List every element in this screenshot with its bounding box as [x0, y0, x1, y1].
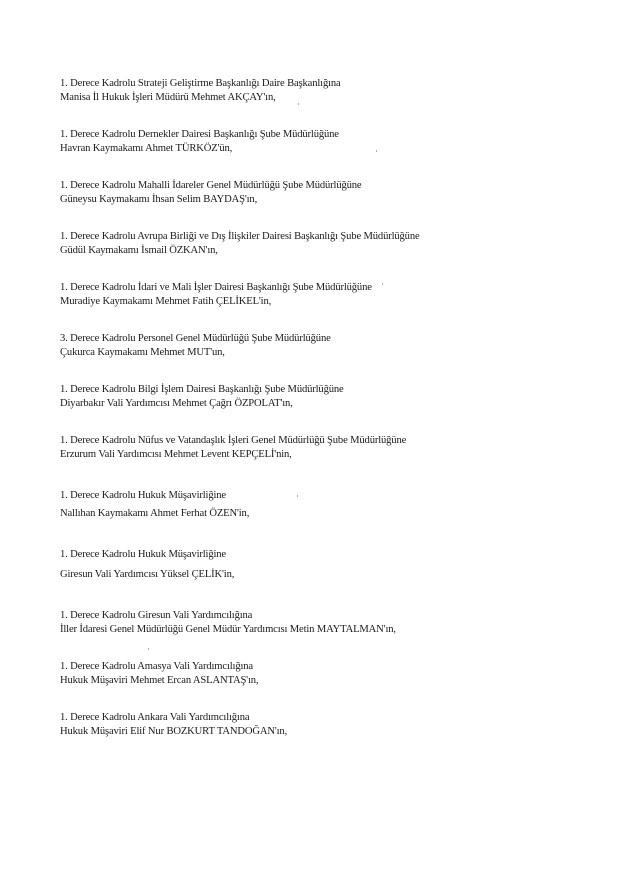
scan-speck	[297, 495, 298, 497]
appointee-line: Güneysu Kaymakamı İhsan Selim BAYDAŞ'ın,	[60, 194, 258, 205]
scan-speck	[148, 648, 149, 650]
appointee-line: Manisa İl Hukuk İşleri Müdürü Mehmet AKÇAY'ın,	[60, 92, 276, 103]
scan-speck	[298, 103, 299, 105]
position-line: 3. Derece Kadrolu Personel Genel Müdürlüğü Şube Müdürlüğüne	[60, 333, 331, 344]
appointment-entry	[60, 332, 600, 360]
appointee-line: Çukurca Kaymakamı Mehmet MUT'un,	[60, 347, 225, 358]
appointment-entry	[60, 179, 600, 207]
appointee-line: İller İdaresi Genel Müdürlüğü Genel Müdür Yardımcısı Metin MAYTALMAN'ın,	[60, 624, 396, 635]
appointment-entry	[60, 489, 600, 521]
position-line: 1. Derece Kadrolu Avrupa Birliği ve Dış İlişkiler Dairesi Başkanlığı Şube Müdürlüğüne	[60, 231, 420, 242]
appointment-entry	[60, 230, 600, 258]
appointee-line: Hukuk Müşaviri Mehmet Ercan ASLANTAŞ'ın,	[60, 675, 259, 686]
position-line: 1. Derece Kadrolu Dernekler Dairesi Başkanlığı Şube Müdürlüğüne	[60, 129, 339, 140]
appointment-entry	[60, 660, 600, 688]
position-line: 1. Derece Kadrolu Giresun Vali Yardımcılığına	[60, 610, 253, 621]
appointment-entry	[60, 609, 600, 637]
position-line: 1. Derece Kadrolu Hukuk Müşavirliğine	[60, 549, 226, 560]
appointment-entry	[60, 434, 600, 462]
appointee-line: Diyarbakır Vali Yardımcısı Mehmet Çağrı ÖZPOLAT'ın,	[60, 398, 293, 409]
appointee-line: Nallıhan Kaymakamı Ahmet Ferhat ÖZEN'in,	[60, 508, 250, 519]
position-line: 1. Derece Kadrolu İdari ve Mali İşler Dairesi Başkanlığı Şube Müdürlüğüne	[60, 282, 372, 293]
appointment-entry	[60, 281, 600, 309]
position-line: 1. Derece Kadrolu Bilgi İşlem Dairesi Başkanlığı Şube Müdürlüğüne	[60, 384, 344, 395]
appointee-line: Güdül Kaymakamı İsmail ÖZKAN'ın,	[60, 245, 218, 256]
appointee-line: Havran Kaymakamı Ahmet TÜRKÖZ'ün,	[60, 143, 233, 154]
appointee-line: Giresun Vali Yardımcısı Yüksel ÇELİK'in,	[60, 569, 235, 580]
position-line: 1. Derece Kadrolu Amasya Vali Yardımcılığına	[60, 661, 253, 672]
position-line: 1. Derece Kadrolu Nüfus ve Vatandaşlık İşleri Genel Müdürlüğü Şube Müdürlüğüne	[60, 435, 407, 446]
appointment-list	[60, 77, 600, 762]
position-line: 1. Derece Kadrolu Hukuk Müşavirliğine	[60, 490, 226, 501]
appointee-line: Muradiye Kaymakamı Mehmet Fatih ÇELİKEL'in,	[60, 296, 272, 307]
appointee-line: Hukuk Müşaviri Elif Nur BOZKURT TANDOĞAN'ın,	[60, 726, 288, 737]
appointment-entry	[60, 128, 600, 156]
appointment-entry	[60, 77, 600, 105]
appointment-entry	[60, 548, 600, 582]
appointment-entry	[60, 383, 600, 411]
appointment-entry	[60, 711, 600, 739]
position-line: 1. Derece Kadrolu Mahalli İdareler Genel Müdürlüğü Şube Müdürlüğüne	[60, 180, 362, 191]
position-line: 1. Derece Kadrolu Strateji Geliştirme Başkanlığı Daire Başkanlığına	[60, 78, 341, 89]
position-line: 1. Derece Kadrolu Ankara Vali Yardımcılığına	[60, 712, 250, 723]
scan-speck	[382, 283, 383, 285]
appointee-line: Erzurum Vali Yardımcısı Mehmet Levent KEPÇELİ'nin,	[60, 449, 292, 460]
scan-speck	[376, 150, 377, 152]
